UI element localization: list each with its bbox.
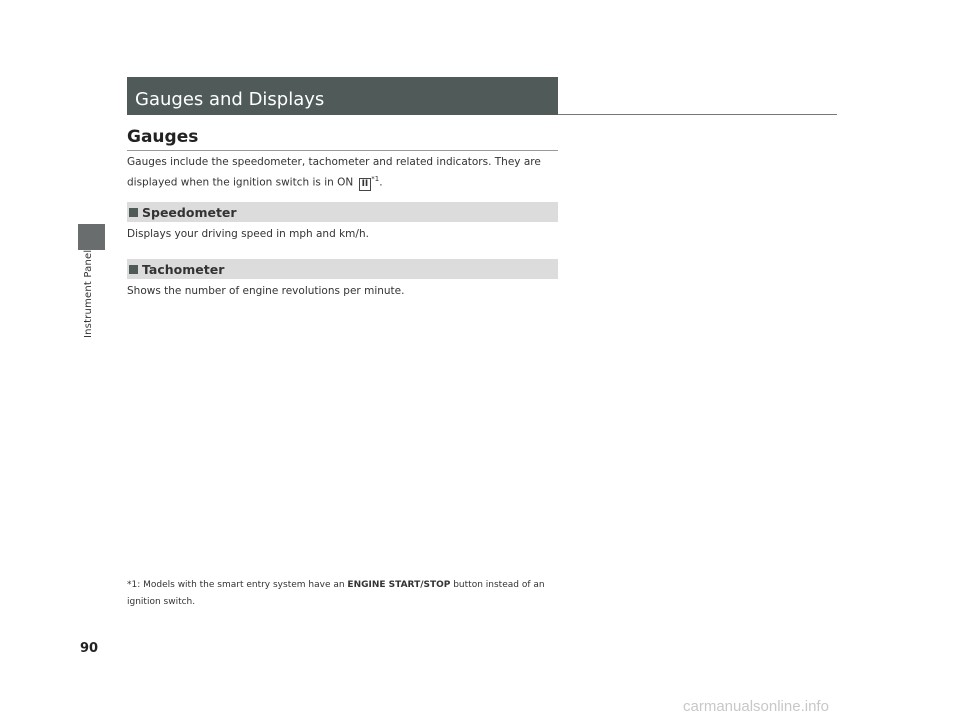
section-banner — [127, 77, 558, 115]
footnote-line2: ignition switch. — [127, 597, 196, 607]
banner-rule — [558, 114, 837, 115]
gauges-intro-end: . — [379, 176, 383, 189]
footnote-button-name: ENGINE START/STOP — [347, 580, 451, 590]
chapter-tab-marker — [78, 224, 105, 250]
speedometer-text: Displays your driving speed in mph and km/h. — [127, 228, 369, 240]
page-number: 90 — [80, 641, 99, 656]
footnote-prefix: *1: Models with the smart entry system have an — [127, 580, 348, 590]
tachometer-text: Shows the number of engine revolutions per minute. — [127, 285, 405, 297]
gauges-heading: Gauges — [127, 127, 199, 147]
speedometer-subheading — [127, 202, 558, 222]
footnote — [127, 577, 567, 611]
footnote-suffix: button instead of an — [450, 580, 545, 590]
heading-rule — [127, 150, 558, 151]
square-bullet-icon — [129, 208, 138, 217]
square-bullet-icon — [129, 265, 138, 274]
gauges-intro — [127, 154, 557, 192]
footnote-reference: *1 — [371, 175, 380, 183]
tachometer-title: Tachometer — [142, 261, 225, 277]
tachometer-subheading — [127, 259, 558, 279]
speedometer-title: Speedometer — [142, 204, 237, 220]
section-title: Gauges and Displays — [135, 89, 325, 110]
ignition-position-badge: II — [359, 178, 372, 191]
chapter-label: Instrument Panel — [83, 249, 94, 338]
gauges-intro-line1: Gauges include the speedometer, tachometer and related indicators. They are — [127, 156, 541, 168]
watermark: carmanualsonline.info — [683, 698, 829, 715]
gauges-intro-line2: displayed when the ignition switch is in ON — [127, 176, 357, 189]
